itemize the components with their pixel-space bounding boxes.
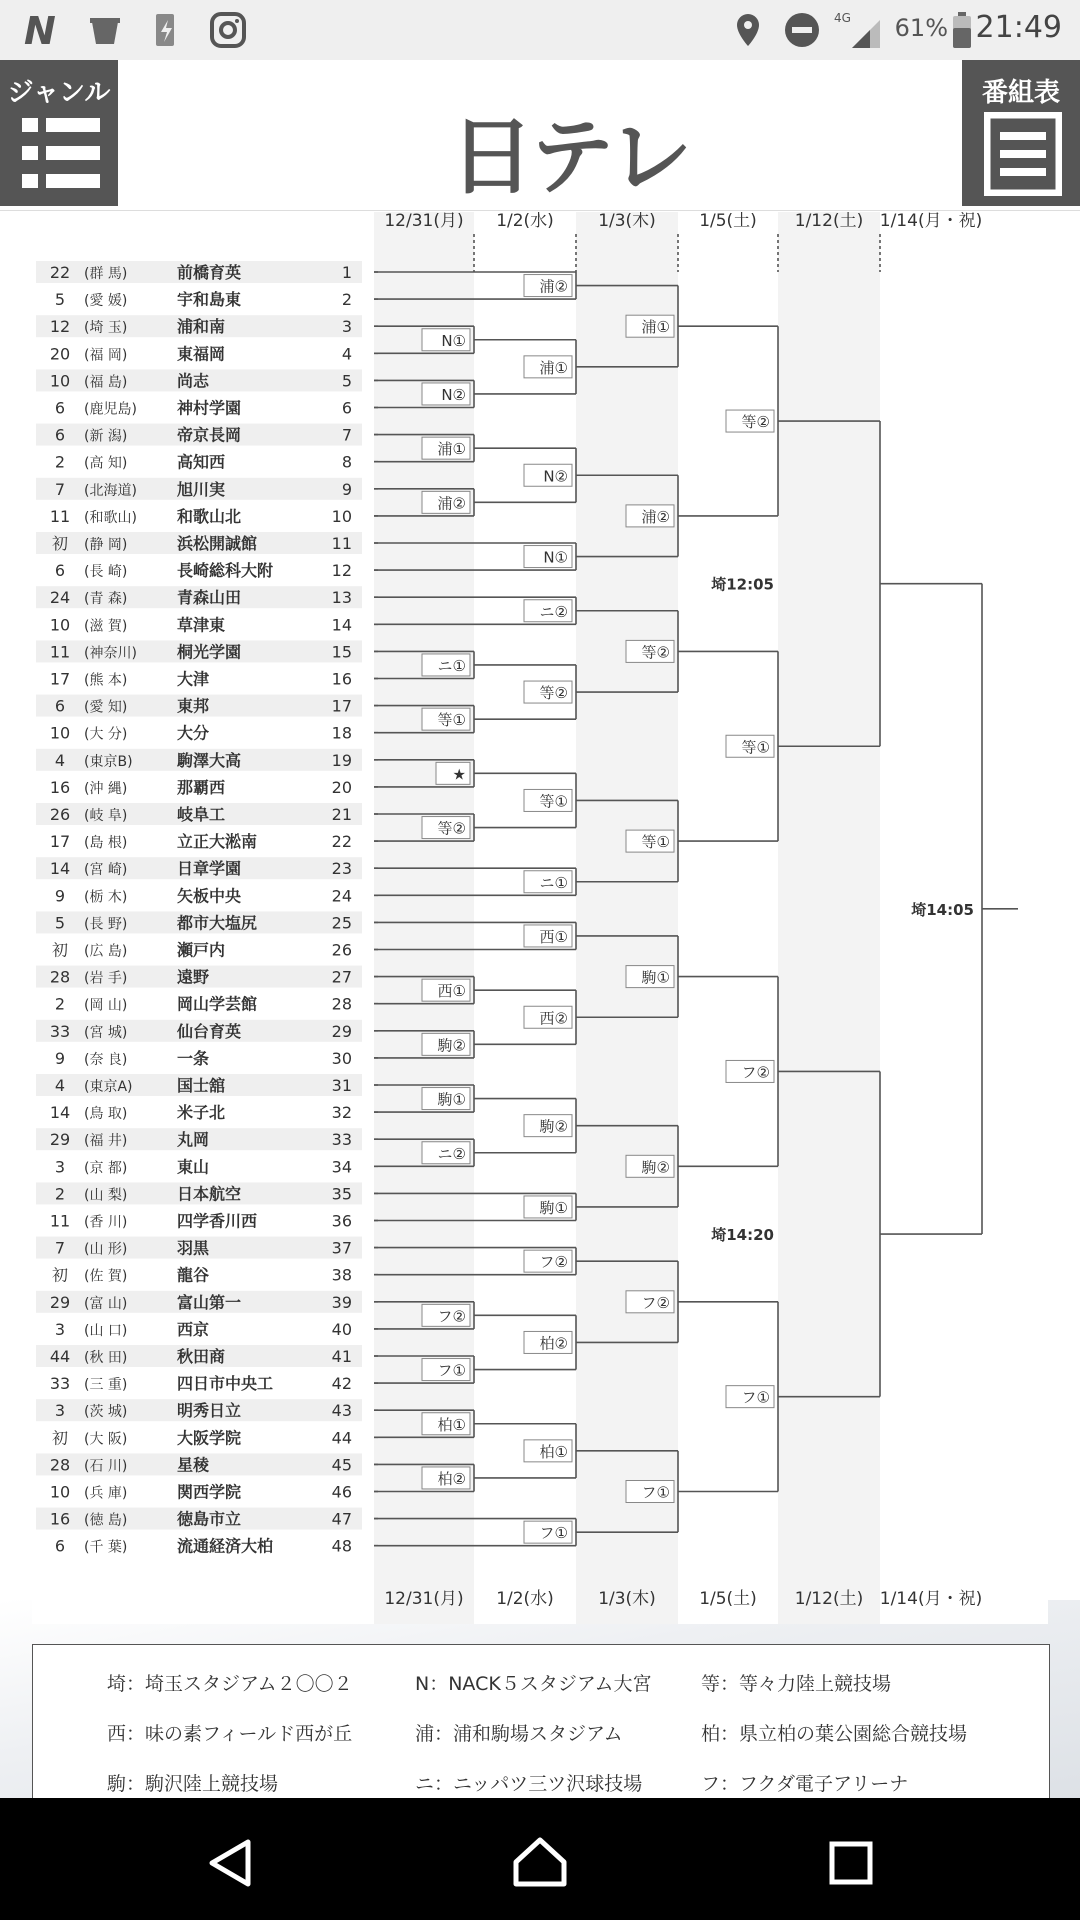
team-number: 1 [341,263,352,282]
team-prefecture: (群 馬) [84,266,128,282]
team-prefecture: (茨 城) [84,1404,128,1421]
team-number: 22 [331,832,352,852]
schedule-icon [984,112,1062,196]
round3-label: 浦② [641,507,670,526]
team-number: 40 [331,1319,352,1339]
team-number: 32 [331,1103,352,1123]
team-appearances: 9 [54,886,66,906]
network-type: 4G [834,11,851,25]
team-number: 38 [331,1265,352,1285]
round3-label: 等① [641,833,670,852]
semifinal-label: 埼12:05 [711,575,774,594]
team-name: 日章学園 [177,859,242,879]
round2-label: フ② [539,1253,568,1272]
team-number: 43 [331,1401,352,1421]
team-name: 秋田商 [177,1347,226,1366]
round2-label: ニ① [539,873,568,892]
team-prefecture: (神奈川) [84,645,137,662]
signal-icon [832,10,884,50]
team-appearances: 24 [49,588,71,608]
team-appearances: 5 [54,290,66,310]
bracket-svg [32,212,1048,1624]
team-appearances: 11 [49,506,71,526]
team-appearances: 17 [49,832,71,852]
team-prefecture: (栃 木) [84,889,128,906]
team-appearances: 10 [49,1482,71,1502]
round2-label: 浦② [539,277,568,296]
team-prefecture: (秋 田) [84,1350,128,1366]
team-name: 高知西 [177,452,226,472]
team-name: 尚志 [177,371,210,391]
round1-label: 西① [437,982,466,1001]
round1-label: フ② [437,1307,466,1326]
team-number: 45 [331,1455,352,1475]
team-appearances: 11 [49,642,71,662]
app-header [0,60,1080,211]
team-number: 12 [331,561,352,581]
date-footer: 1/5(土) [699,1589,757,1609]
team-name: 一条 [177,1048,210,1068]
team-appearances: 9 [54,1048,66,1068]
team-name: 青森山田 [177,588,242,608]
legend-item: ニ：ニッパツ三ツ沢球技場 [415,1773,643,1795]
team-name: 羽黒 [177,1238,210,1258]
team-name: 大分 [177,723,210,743]
tournament-bracket [32,212,1048,1624]
round1-label: 等① [437,711,466,730]
team-appearances: 26 [49,805,71,824]
team-prefecture: (滋 賀) [84,618,128,635]
round2-label: N① [543,548,568,567]
team-number: 16 [331,669,352,689]
team-prefecture: (香 川) [84,1214,128,1231]
team-number: 18 [331,723,352,743]
team-prefecture: (熊 本) [84,672,128,689]
team-prefecture: (岐 阜) [84,808,128,824]
round1-label: 等② [437,819,466,838]
round1-label: N② [441,385,466,404]
team-name: 岡山学芸館 [177,994,258,1014]
legend-item: 浦：浦和駒場スタジアム [415,1723,623,1745]
team-name: 明秀日立 [177,1401,242,1421]
team-appearances: 10 [49,371,71,391]
team-name: 帝京長岡 [177,425,242,445]
team-prefecture: (東京B) [84,753,133,770]
round1-label: フ① [437,1361,466,1380]
team-appearances: 20 [49,344,71,364]
team-name: 都市大塩尻 [177,913,258,933]
team-number: 7 [341,425,352,445]
quarterfinal-label: 等① [741,738,770,757]
semifinal-label: 埼14:20 [711,1226,774,1245]
team-appearances: 2 [54,452,66,472]
team-number: 4 [341,344,352,364]
round1-label: 浦② [437,494,466,513]
round1-label: ニ② [437,1144,466,1163]
recent-apps-icon[interactable] [828,1840,874,1886]
team-appearances: 初 [51,1428,69,1448]
team-appearances: 6 [54,425,66,445]
team-prefecture: (静 岡) [84,537,128,553]
team-appearances: 6 [54,1536,66,1556]
svg-text:N: N [24,10,56,50]
team-name: 東山 [177,1157,210,1177]
team-name: 駒澤大高 [177,750,242,770]
round3-label: 浦① [641,318,670,337]
team-name: 矢板中央 [177,886,242,906]
battery-percent: 61% [894,14,948,42]
team-prefecture: (愛 知) [84,699,128,716]
team-name: 仙台育英 [177,1021,242,1041]
schedule-label: 番組表 [981,78,1060,108]
team-appearances: 初 [51,940,69,960]
team-prefecture: (鹿児島) [84,401,137,418]
round2-label: 等② [539,684,568,703]
team-number: 34 [331,1157,352,1177]
status-bar [0,0,1080,60]
team-prefecture: (岩 手) [84,970,128,987]
team-number: 8 [341,452,352,472]
team-name: 星稜 [177,1455,210,1475]
team-name: 関西学院 [177,1482,242,1502]
round1-label: 柏① [437,1415,466,1434]
location-icon [732,10,764,50]
team-name: 流通経済大柏 [177,1536,274,1556]
round2-label: フ① [539,1524,568,1543]
team-number: 46 [331,1482,352,1502]
round2-label: N② [543,467,568,486]
team-number: 23 [331,859,352,879]
team-prefecture: (京 都) [84,1160,128,1177]
team-prefecture: (新 潟) [84,428,128,445]
team-appearances: 44 [49,1347,71,1366]
team-number: 9 [341,479,352,499]
team-prefecture: (徳 島) [84,1512,128,1529]
team-name: 瀬戸内 [177,940,226,960]
team-appearances: 14 [49,859,71,879]
date-header: 1/12(土) [794,212,864,231]
round3-label: 駒② [641,1158,670,1177]
home-icon[interactable] [512,1836,568,1888]
team-appearances: 7 [54,479,66,499]
round1-label: ★ [452,765,466,784]
team-name: 桐光学園 [177,642,242,662]
team-appearances: 4 [54,750,66,770]
round3-label: 駒① [641,968,670,987]
genre-label: ジャンル [7,78,111,108]
team-prefecture: (東京A) [84,1079,133,1095]
team-number: 33 [331,1130,352,1150]
legend-item: 柏：県立柏の葉公園総合競技場 [701,1723,968,1745]
team-appearances: 3 [54,1319,66,1339]
team-appearances: 5 [54,913,66,933]
team-name: 立正大淞南 [177,832,258,852]
team-name: 国士舘 [177,1076,226,1095]
round2-label: 柏① [539,1442,568,1461]
team-name: 前橋育英 [177,263,242,282]
team-appearances: 16 [49,1509,71,1529]
team-prefecture: (沖 縄) [84,780,128,797]
team-name: 浦和南 [177,317,226,337]
team-number: 26 [331,940,352,960]
venue-legend [32,1644,1050,1816]
date-footer: 1/3(木) [598,1589,656,1609]
team-number: 2 [341,290,352,310]
team-appearances: 初 [51,1265,69,1285]
team-number: 41 [331,1347,352,1366]
battery-saver-icon [148,10,182,50]
team-prefecture: (福 井) [84,1133,128,1150]
schedule-button[interactable] [962,60,1080,206]
team-name: 丸岡 [177,1130,210,1150]
cup-icon [86,10,126,50]
team-name: 徳島市立 [177,1509,242,1529]
team-appearances: 28 [49,967,71,987]
team-appearances: 29 [49,1130,71,1150]
team-prefecture: (石 川) [84,1458,128,1475]
team-name: 西京 [177,1319,210,1339]
team-number: 11 [331,534,352,553]
team-appearances: 22 [49,263,71,282]
team-appearances: 16 [49,777,71,797]
team-number: 27 [331,967,352,987]
team-name: 東邦 [177,696,210,716]
team-name: 四学香川西 [177,1211,258,1231]
round1-label: ニ① [437,656,466,675]
clock: 21:49 [975,10,1062,45]
team-name: 遠野 [177,967,210,987]
round1-label: 駒① [437,1090,466,1109]
date-header: 12/31(月) [384,212,464,231]
round2-label: 駒① [539,1198,568,1217]
team-name: 東福岡 [177,344,226,364]
team-number: 25 [331,913,352,933]
team-appearances: 3 [54,1157,66,1177]
date-footer: 1/12(土) [794,1589,864,1609]
team-appearances: 2 [54,1184,66,1204]
team-number: 30 [331,1048,352,1068]
team-appearances: 10 [49,615,71,635]
team-prefecture: (島 根) [84,835,128,852]
round1-label: 柏② [437,1469,466,1488]
team-number: 47 [331,1509,352,1529]
ntv-logo[interactable]: 日テレ [450,108,689,206]
team-name: 長崎総科大附 [177,561,274,581]
team-appearances: 33 [49,1021,71,1041]
team-prefecture: (兵 庫) [84,1485,128,1502]
team-appearances: 6 [54,398,66,418]
team-prefecture: (鳥 取) [84,1106,128,1123]
team-appearances: 6 [54,696,66,716]
team-prefecture: (青 森) [84,591,128,608]
team-number: 48 [331,1536,352,1556]
team-appearances: 3 [54,1401,66,1421]
team-prefecture: (大 阪) [84,1431,128,1448]
team-prefecture: (福 岡) [84,347,128,364]
team-number: 20 [331,777,352,797]
team-appearances: 6 [54,561,66,581]
quarterfinal-label: フ① [741,1388,770,1407]
legend-item: 駒：駒沢陸上競技場 [107,1773,279,1795]
team-prefecture: (富 山) [84,1295,128,1312]
round2-label: 柏② [539,1334,568,1353]
legend-item: フ：フクダ電子アリーナ [701,1773,909,1795]
round2-label: 浦① [539,358,568,377]
date-column-shade [778,212,880,1624]
team-number: 14 [331,615,352,635]
date-header: 1/2(水) [496,212,554,231]
team-number: 17 [331,696,352,716]
team-name: 和歌山北 [177,506,242,526]
round3-label: フ② [641,1293,670,1312]
team-prefecture: (和歌山) [84,509,137,526]
round2-label: 西② [539,1009,568,1028]
team-appearances: 7 [54,1238,66,1258]
list-icon [22,116,100,194]
team-name: 大阪学院 [177,1428,242,1448]
team-prefecture: (千 葉) [84,1539,128,1556]
team-prefecture: (愛 媛) [84,293,128,310]
team-number: 36 [331,1211,352,1231]
team-appearances: 14 [49,1103,71,1123]
team-name: 神村学園 [177,398,242,418]
team-appearances: 10 [49,723,71,743]
team-prefecture: (北海道) [84,482,137,499]
team-name: 米子北 [177,1103,226,1123]
team-number: 19 [331,750,352,770]
instagram-icon [208,10,248,50]
team-number: 24 [331,886,352,906]
team-name: 草津東 [177,615,226,635]
team-appearances: 12 [49,317,71,337]
team-prefecture: (宮 崎) [84,862,128,879]
team-number: 44 [331,1428,352,1448]
team-number: 10 [331,506,352,526]
round2-label: ニ② [539,602,568,621]
team-name: 宇和島東 [177,290,242,310]
team-appearances: 17 [49,669,71,689]
date-column-shade [374,212,474,1624]
quarterfinal-label: 等② [741,413,770,432]
date-column-shade [576,212,678,1624]
team-name: 那覇西 [177,777,226,797]
legend-item: 西：味の素フィールド西が丘 [107,1723,353,1745]
team-number: 29 [331,1021,352,1041]
genre-button[interactable] [0,60,118,206]
date-footer: 1/14(月・祝) [879,1589,983,1609]
team-number: 31 [331,1076,352,1095]
round1-label: N① [441,331,466,350]
team-appearances: 29 [49,1292,71,1312]
round3-label: フ① [641,1483,670,1502]
team-number: 3 [341,317,352,337]
team-prefecture: (山 口) [84,1322,128,1339]
round2-label: 等① [539,792,568,811]
team-number: 5 [341,371,352,391]
team-number: 6 [341,398,352,418]
round2-label: 駒② [539,1117,568,1136]
team-number: 42 [331,1374,352,1394]
netflix-icon [22,10,66,50]
quarterfinal-label: フ② [741,1063,770,1082]
final-label: 埼14:05 [911,900,974,919]
team-prefecture: (大 分) [84,726,128,743]
team-name: 日本航空 [177,1184,242,1204]
do-not-disturb-icon [782,10,822,50]
team-prefecture: (埼 玉) [84,320,128,337]
team-appearances: 11 [49,1211,71,1231]
team-name: 大津 [177,669,210,689]
date-header: 1/5(土) [699,212,757,231]
legend-item: 埼：埼玉スタジアム２〇〇２ [107,1673,353,1695]
team-prefecture: (岡 山) [84,997,128,1014]
team-prefecture: (福 島) [84,374,128,391]
legend-item: N：NACK５スタジアム大宮 [415,1673,652,1695]
date-footer: 12/31(月) [384,1589,464,1609]
round1-label: 駒② [437,1036,466,1055]
team-appearances: 初 [51,534,69,553]
round1-label: 浦① [437,440,466,459]
team-prefecture: (宮 城) [84,1024,128,1041]
team-prefecture: (山 形) [84,1241,128,1258]
team-prefecture: (長 野) [84,916,128,933]
round3-label: 等② [641,643,670,662]
team-number: 35 [331,1184,352,1204]
team-number: 13 [331,588,352,608]
team-appearances: 2 [54,994,66,1014]
team-number: 15 [331,642,352,662]
team-prefecture: (奈 良) [84,1051,128,1068]
team-prefecture: (長 崎) [84,564,128,581]
team-prefecture: (佐 賀) [84,1268,128,1285]
team-name: 龍谷 [177,1265,210,1285]
team-prefecture: (高 知) [84,455,128,472]
team-number: 37 [331,1238,352,1258]
team-number: 28 [331,994,352,1014]
date-header: 1/14(月・祝) [879,212,983,231]
team-number: 39 [331,1292,352,1312]
team-prefecture: (三 重) [84,1377,128,1394]
team-name: 富山第一 [177,1292,242,1312]
team-prefecture: (山 梨) [84,1187,128,1204]
team-name: 四日市中央工 [177,1374,274,1394]
legend-item: 等：等々力陸上競技場 [701,1673,892,1695]
team-name: 岐阜工 [177,805,226,824]
team-appearances: 28 [49,1455,71,1475]
back-icon[interactable] [206,1838,256,1888]
team-appearances: 4 [54,1076,66,1095]
date-header: 1/3(木) [598,212,656,231]
date-footer: 1/2(水) [496,1589,554,1609]
battery-icon [950,10,974,50]
navigation-bar [0,1798,1080,1920]
team-appearances: 33 [49,1374,71,1394]
team-number: 21 [331,805,352,824]
round2-label: 西① [539,927,568,946]
team-name: 旭川実 [177,479,226,499]
team-prefecture: (広 島) [84,943,128,960]
team-name: 浜松開誠館 [177,534,258,553]
